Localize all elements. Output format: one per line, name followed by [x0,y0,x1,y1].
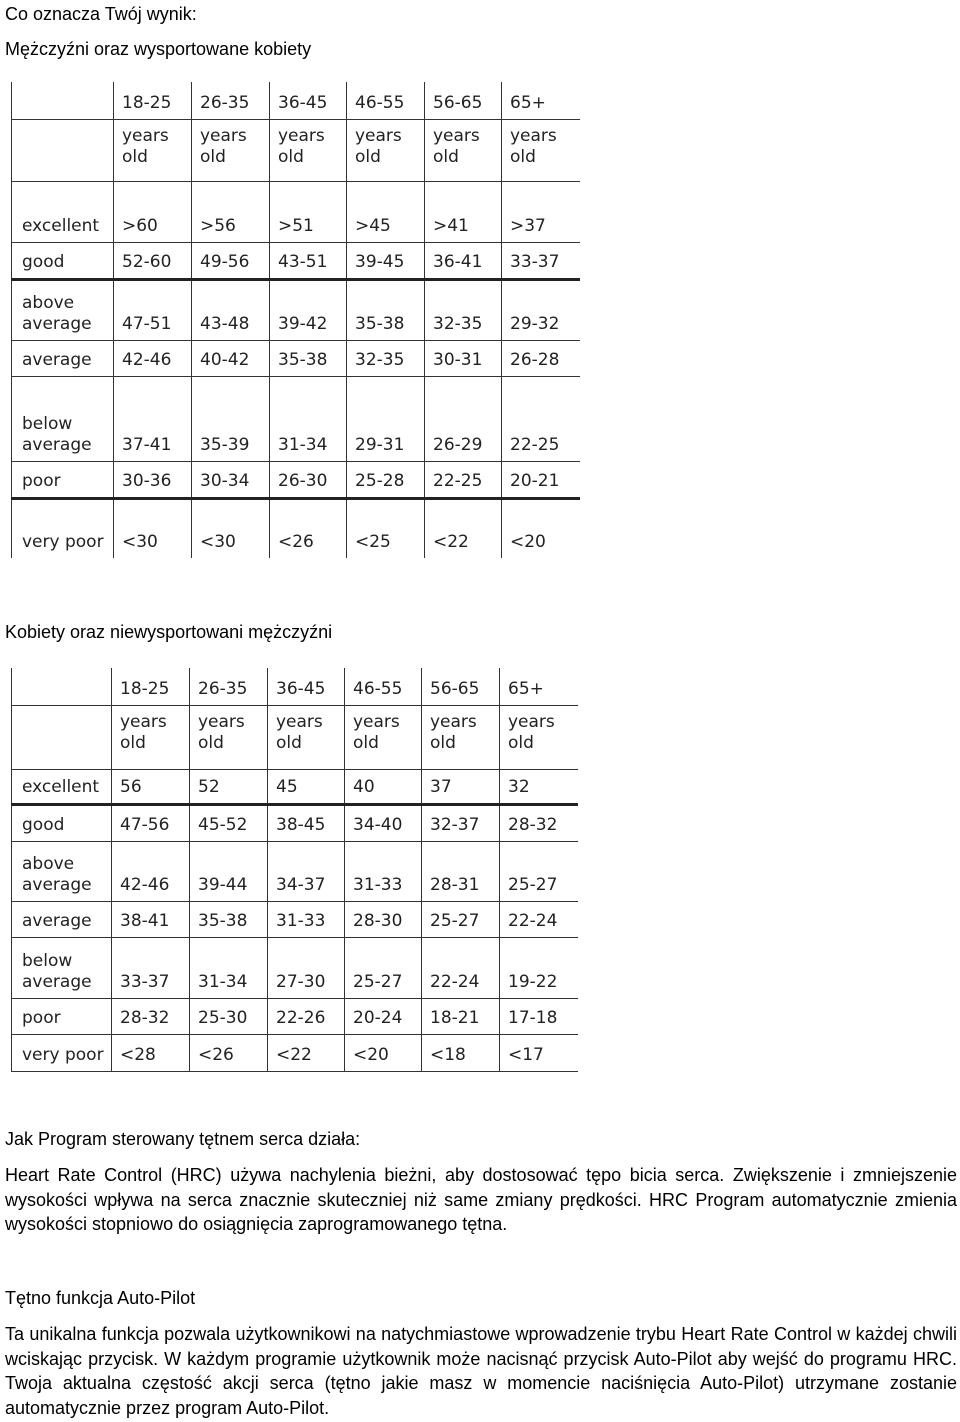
years-old-label: years old [502,119,580,181]
table-cell: 32-35 [347,340,425,376]
table-cell: 27-30 [268,937,345,998]
table-cell: 32 [500,769,578,804]
table-cell: 28-32 [112,998,190,1034]
table-cell: 35-38 [347,279,425,340]
table-cell: >37 [502,181,580,242]
years-old-label: years old [500,705,578,769]
row-label-excellent: excellent [12,181,114,242]
age-header: 18-25 [112,668,190,705]
table-cell: >41 [425,181,502,242]
table-cell: 28-30 [345,901,422,937]
table-cell: 33-37 [112,937,190,998]
table-cell: 28-31 [422,841,500,901]
table-cell: 28-32 [500,804,578,841]
table-cell: >45 [347,181,425,242]
table-cell: 32-37 [422,804,500,841]
table-cell: 36-41 [425,242,502,279]
table-cell: <26 [270,498,347,558]
table-cell: 30-31 [425,340,502,376]
years-old-label: years old [270,119,347,181]
table-cell: 38-45 [268,804,345,841]
table-cell: 25-30 [190,998,268,1034]
age-header: 36-45 [270,82,347,119]
table-cell: <26 [190,1034,268,1071]
years-old-label: years old [347,119,425,181]
table-cell: 19-22 [500,937,578,998]
table-cell: 29-31 [347,376,425,461]
table-cell: >51 [270,181,347,242]
years-old-label: years old [112,705,190,769]
hrc-title: Jak Program sterowany tętnem serca działa: [5,1129,361,1149]
table-cell: 40-42 [192,340,270,376]
page-heading: Co oznacza Twój wynik: [5,4,197,24]
table-cell: <20 [345,1034,422,1071]
table-cell: 31-34 [270,376,347,461]
row-label-good: good [12,242,114,279]
table-cell: <30 [192,498,270,558]
corner-cell [12,668,112,705]
table-cell: 25-27 [422,901,500,937]
table-cell: <18 [422,1034,500,1071]
table-cell: 26-29 [425,376,502,461]
table-cell: 25-27 [500,841,578,901]
table-cell: 52 [190,769,268,804]
autopilot-title: Tętno funkcja Auto-Pilot [5,1288,196,1308]
years-old-label: years old [425,119,502,181]
table-cell: <22 [268,1034,345,1071]
table-cell: 20-21 [502,461,580,498]
table-cell: 39-45 [347,242,425,279]
age-header: 18-25 [114,82,192,119]
years-old-label: years old [268,705,345,769]
table-cell: 26-30 [270,461,347,498]
row-label-poor: poor [12,998,112,1034]
table-cell: 42-46 [112,841,190,901]
table-cell: 45 [268,769,345,804]
table-cell: >56 [192,181,270,242]
years-old-label: years old [114,119,192,181]
age-header: 65+ [502,82,580,119]
years-old-label: years old [192,119,270,181]
table-cell: 18-21 [422,998,500,1034]
table-cell: 42-46 [114,340,192,376]
table-cell: 22-24 [422,937,500,998]
table-cell: 35-38 [270,340,347,376]
row-label-very-poor: very poor [12,498,114,558]
table-cell: 31-33 [268,901,345,937]
row-label-below-average: below average [12,376,114,461]
table-cell: 22-26 [268,998,345,1034]
table-cell: 22-25 [425,461,502,498]
table-cell: <28 [112,1034,190,1071]
table-cell: 38-41 [112,901,190,937]
table-cell: <17 [500,1034,578,1071]
hrc-paragraph: Heart Rate Control (HRC) używa nachylenia bieżni, aby dostosować tępo bicia serca. Zwiększenie i zmniejszenie wysokości wpływa na serca znacznie skuteczniej niż same zmiany prędkości. HRC Program automatycznie zmienia wysokości stopniowo do osiągnięcia zaprogramowanego tętna. [5,1165,957,1234]
row-label-below-average: below average [12,937,112,998]
table-cell: 37 [422,769,500,804]
table-cell: 40 [345,769,422,804]
table-cell: 45-52 [190,804,268,841]
age-header: 26-35 [192,82,270,119]
table-cell: <25 [347,498,425,558]
fitness-table-men [11,82,580,558]
autopilot-paragraph: Ta unikalna funkcja pozwala użytkownikowi na natychmiastowe wprowadzenie trybu Heart Rate Control w każdej chwili wciskając przycisk. W każdym programie użytkownik może nacisnąć przycisk Auto-Pilot aby wejść do programu HRC. Twoja aktualna częstość akcji serca (tętno jakie masz w momencie naciśnięcia Auto-Pilot) utrzymane zostanie automatycznie przez program Auto-Pilot. [5,1324,957,1418]
section-title-men: Mężczyźni oraz wysportowane kobiety [5,39,312,59]
table-cell: 26-28 [502,340,580,376]
table-cell: <30 [114,498,192,558]
table-cell: 34-37 [268,841,345,901]
table-cell: 22-25 [502,376,580,461]
age-header: 56-65 [422,668,500,705]
table-cell: 31-33 [345,841,422,901]
row-label-excellent: excellent [12,769,112,804]
table-cell: 43-51 [270,242,347,279]
table-cell: 35-38 [190,901,268,937]
table-cell: 39-44 [190,841,268,901]
table-cell: 49-56 [192,242,270,279]
table-cell: 37-41 [114,376,192,461]
table-cell: <22 [425,498,502,558]
row-label-average: average [12,340,114,376]
table-cell: 33-37 [502,242,580,279]
age-header: 65+ [500,668,578,705]
table-cell: 56 [112,769,190,804]
row-label-very-poor: very poor [12,1034,112,1071]
row-label-good: good [12,804,112,841]
row-label-poor: poor [12,461,114,498]
age-header: 46-55 [347,82,425,119]
table-cell: 25-28 [347,461,425,498]
row-label-average: average [12,901,112,937]
table-cell: 32-35 [425,279,502,340]
age-header: 26-35 [190,668,268,705]
age-header: 36-45 [268,668,345,705]
table-cell: 47-51 [114,279,192,340]
fitness-table-women [11,668,578,1072]
table-cell: 30-36 [114,461,192,498]
table-cell: 17-18 [500,998,578,1034]
table-cell: 35-39 [192,376,270,461]
table-cell: 39-42 [270,279,347,340]
age-header: 46-55 [345,668,422,705]
table-cell: 43-48 [192,279,270,340]
table-cell: 30-34 [192,461,270,498]
years-old-label: years old [422,705,500,769]
corner-cell [12,82,114,119]
table-cell: 22-24 [500,901,578,937]
row-label-above-average: above average [12,279,114,340]
table-cell: 52-60 [114,242,192,279]
years-old-label: years old [345,705,422,769]
table-cell: <20 [502,498,580,558]
table-cell: 31-34 [190,937,268,998]
table-cell: >60 [114,181,192,242]
section-title-women: Kobiety oraz niewysportowani mężczyźni [5,622,333,642]
age-header: 56-65 [425,82,502,119]
table-cell: 47-56 [112,804,190,841]
table-cell: 29-32 [502,279,580,340]
table-cell: 25-27 [345,937,422,998]
table-cell: 34-40 [345,804,422,841]
row-label-above-average: above average [12,841,112,901]
years-old-label: years old [190,705,268,769]
table-cell: 20-24 [345,998,422,1034]
